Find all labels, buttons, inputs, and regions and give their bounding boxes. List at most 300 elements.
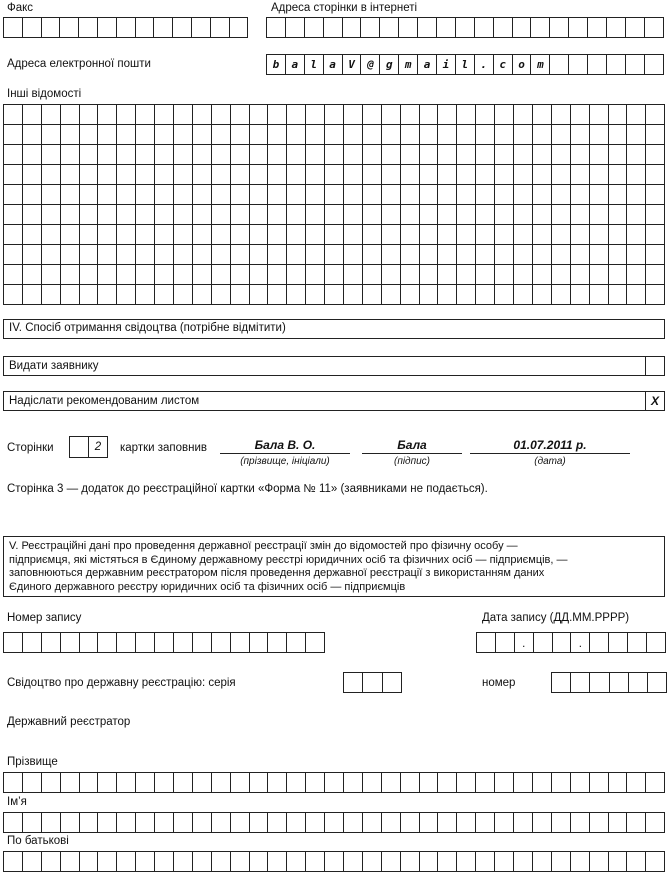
other-info-cell[interactable] — [344, 145, 363, 165]
other-info-cell[interactable] — [306, 285, 325, 305]
record-number-cell[interactable] — [174, 633, 193, 653]
website-cell[interactable] — [607, 18, 626, 38]
other-info-cell[interactable] — [287, 285, 306, 305]
certificate-number-cell[interactable] — [552, 673, 571, 693]
other-info-cell[interactable] — [325, 245, 344, 265]
other-info-cell[interactable] — [42, 285, 61, 305]
other-info-cell[interactable] — [80, 125, 99, 145]
other-info-cell[interactable] — [420, 205, 439, 225]
other-info-cell[interactable] — [476, 165, 495, 185]
surname-cell[interactable] — [533, 773, 552, 793]
certificate-number-field[interactable] — [551, 672, 667, 693]
other-info-cell[interactable] — [514, 125, 533, 145]
other-info-cell[interactable] — [231, 265, 250, 285]
other-info-cell[interactable] — [61, 245, 80, 265]
other-info-cell[interactable] — [457, 185, 476, 205]
other-info-cell[interactable] — [212, 205, 231, 225]
other-info-cell[interactable] — [382, 185, 401, 205]
email-char-cell[interactable]: a — [418, 55, 437, 75]
surname-cell[interactable] — [514, 773, 533, 793]
other-info-cell[interactable] — [401, 265, 420, 285]
other-info-cell[interactable] — [552, 245, 571, 265]
other-info-cell[interactable] — [344, 265, 363, 285]
record-date-cell[interactable] — [609, 633, 628, 653]
surname-cell[interactable] — [268, 773, 287, 793]
other-info-cell[interactable] — [212, 145, 231, 165]
other-info-cell[interactable] — [287, 185, 306, 205]
other-info-cell[interactable] — [174, 165, 193, 185]
surname-cell[interactable] — [438, 773, 457, 793]
other-info-cell[interactable] — [344, 205, 363, 225]
surname-cell[interactable] — [382, 773, 401, 793]
patronymic-cell[interactable] — [42, 852, 61, 872]
other-info-cell[interactable] — [590, 165, 609, 185]
record-number-cell[interactable] — [61, 633, 80, 653]
record-number-cell[interactable] — [117, 633, 136, 653]
other-info-cell[interactable] — [212, 245, 231, 265]
patronymic-cell[interactable] — [401, 852, 420, 872]
email-char-cell[interactable]: a — [286, 55, 305, 75]
other-info-cell[interactable] — [4, 205, 23, 225]
other-info-cell[interactable] — [363, 265, 382, 285]
other-info-cell[interactable] — [325, 225, 344, 245]
other-info-cell[interactable] — [155, 165, 174, 185]
other-info-cell[interactable] — [382, 265, 401, 285]
other-info-cell[interactable] — [457, 125, 476, 145]
other-info-cell[interactable] — [61, 165, 80, 185]
other-info-cell[interactable] — [533, 245, 552, 265]
patronymic-cell[interactable] — [268, 852, 287, 872]
other-info-cell[interactable] — [363, 125, 382, 145]
other-info-cell[interactable] — [98, 165, 117, 185]
other-info-cell[interactable] — [325, 145, 344, 165]
other-info-cell[interactable] — [344, 225, 363, 245]
patronymic-cell[interactable] — [627, 852, 646, 872]
other-info-cell[interactable] — [193, 265, 212, 285]
other-info-cell[interactable] — [438, 205, 457, 225]
patronymic-cell[interactable] — [382, 852, 401, 872]
surname-cell[interactable] — [627, 773, 646, 793]
other-info-cell[interactable] — [495, 165, 514, 185]
other-info-cell[interactable] — [495, 105, 514, 125]
other-info-cell[interactable] — [325, 185, 344, 205]
other-info-cell[interactable] — [174, 225, 193, 245]
other-info-cell[interactable] — [514, 285, 533, 305]
first-name-cell[interactable] — [420, 813, 439, 833]
first-name-cell[interactable] — [193, 813, 212, 833]
other-info-cell[interactable] — [476, 145, 495, 165]
other-info-cell[interactable] — [193, 165, 212, 185]
first-name-cell[interactable] — [174, 813, 193, 833]
other-info-cell[interactable] — [363, 225, 382, 245]
other-info-cell[interactable] — [287, 125, 306, 145]
fax-cell[interactable] — [98, 18, 117, 38]
first-name-cell[interactable] — [533, 813, 552, 833]
surname-cell[interactable] — [136, 773, 155, 793]
other-info-cell[interactable] — [117, 145, 136, 165]
surname-cell[interactable] — [476, 773, 495, 793]
surname-cell[interactable] — [80, 773, 99, 793]
email-char-cell[interactable] — [645, 55, 664, 75]
other-info-cell[interactable] — [23, 185, 42, 205]
other-info-cell[interactable] — [23, 285, 42, 305]
first-name-cell[interactable] — [117, 813, 136, 833]
other-info-cell[interactable] — [382, 285, 401, 305]
other-info-cell[interactable] — [136, 125, 155, 145]
other-info-cell[interactable] — [646, 245, 665, 265]
first-name-cell[interactable] — [98, 813, 117, 833]
other-info-cell[interactable] — [533, 185, 552, 205]
other-info-cell[interactable] — [420, 245, 439, 265]
certificate-number-cell[interactable] — [571, 673, 590, 693]
other-info-cell[interactable] — [609, 225, 628, 245]
other-info-cell[interactable] — [401, 225, 420, 245]
website-cell[interactable] — [513, 18, 532, 38]
other-info-cell[interactable] — [212, 265, 231, 285]
first-name-field[interactable] — [3, 812, 665, 833]
first-name-cell[interactable] — [4, 813, 23, 833]
fax-cell[interactable] — [79, 18, 98, 38]
surname-cell[interactable] — [344, 773, 363, 793]
other-info-cell[interactable] — [325, 105, 344, 125]
other-info-cell[interactable] — [325, 265, 344, 285]
other-info-cell[interactable] — [250, 125, 269, 145]
email-char-cell[interactable]: a — [324, 55, 343, 75]
other-info-cell[interactable] — [363, 205, 382, 225]
other-info-cell[interactable] — [552, 265, 571, 285]
other-info-cell[interactable] — [306, 105, 325, 125]
other-info-cell[interactable] — [571, 165, 590, 185]
other-info-cell[interactable] — [155, 125, 174, 145]
other-info-cell[interactable] — [268, 285, 287, 305]
other-info-cell[interactable] — [571, 185, 590, 205]
other-info-cell[interactable] — [117, 265, 136, 285]
other-info-cell[interactable] — [476, 105, 495, 125]
website-cell[interactable] — [588, 18, 607, 38]
other-info-cell[interactable] — [420, 165, 439, 185]
surname-cell[interactable] — [42, 773, 61, 793]
surname-cell[interactable] — [23, 773, 42, 793]
other-info-cell[interactable] — [250, 265, 269, 285]
patronymic-cell[interactable] — [117, 852, 136, 872]
other-info-cell[interactable] — [250, 165, 269, 185]
other-info-cell[interactable] — [627, 125, 646, 145]
other-info-cell[interactable] — [363, 145, 382, 165]
other-info-cell[interactable] — [420, 285, 439, 305]
first-name-cell[interactable] — [212, 813, 231, 833]
patronymic-cell[interactable] — [155, 852, 174, 872]
website-cell[interactable] — [399, 18, 418, 38]
other-info-cell[interactable] — [590, 225, 609, 245]
other-info-cell[interactable] — [495, 285, 514, 305]
record-number-cell[interactable] — [231, 633, 250, 653]
email-char-cell[interactable] — [588, 55, 607, 75]
other-info-cell[interactable] — [476, 245, 495, 265]
other-info-cell[interactable] — [80, 245, 99, 265]
patronymic-cell[interactable] — [250, 852, 269, 872]
record-number-cell[interactable] — [155, 633, 174, 653]
website-cell[interactable] — [494, 18, 513, 38]
other-info-cell[interactable] — [306, 205, 325, 225]
fax-cell[interactable] — [230, 18, 249, 38]
first-name-cell[interactable] — [514, 813, 533, 833]
certificate-number-cell[interactable] — [629, 673, 648, 693]
other-info-cell[interactable] — [552, 125, 571, 145]
other-info-cell[interactable] — [552, 285, 571, 305]
other-info-cell[interactable] — [155, 105, 174, 125]
email-char-cell[interactable] — [626, 55, 645, 75]
website-cell[interactable] — [626, 18, 645, 38]
other-info-cell[interactable] — [287, 205, 306, 225]
other-info-cell[interactable] — [287, 105, 306, 125]
record-date-cell[interactable] — [647, 633, 666, 653]
other-info-cell[interactable] — [155, 225, 174, 245]
record-number-cell[interactable] — [212, 633, 231, 653]
other-info-cell[interactable] — [420, 145, 439, 165]
other-info-cell[interactable] — [571, 145, 590, 165]
website-cell[interactable] — [343, 18, 362, 38]
email-char-cell[interactable]: V — [343, 55, 362, 75]
other-info-cell[interactable] — [646, 225, 665, 245]
other-info-cell[interactable] — [136, 165, 155, 185]
other-info-cell[interactable] — [306, 145, 325, 165]
other-info-cell[interactable] — [61, 285, 80, 305]
other-info-cell[interactable] — [80, 145, 99, 165]
other-info-cell[interactable] — [136, 265, 155, 285]
other-info-cell[interactable] — [533, 225, 552, 245]
email-char-cell[interactable] — [607, 55, 626, 75]
other-info-cell[interactable] — [268, 145, 287, 165]
other-info-cell[interactable] — [42, 145, 61, 165]
other-info-cell[interactable] — [571, 225, 590, 245]
website-cell[interactable] — [437, 18, 456, 38]
other-info-cell[interactable] — [268, 105, 287, 125]
other-info-cell[interactable] — [42, 205, 61, 225]
first-name-cell[interactable] — [457, 813, 476, 833]
website-cell[interactable] — [380, 18, 399, 38]
email-char-cell[interactable]: c — [494, 55, 513, 75]
other-info-cell[interactable] — [98, 265, 117, 285]
surname-cell[interactable] — [61, 773, 80, 793]
other-info-cell[interactable] — [174, 265, 193, 285]
other-info-cell[interactable] — [552, 205, 571, 225]
email-char-cell[interactable]: m — [531, 55, 550, 75]
other-info-cell[interactable] — [495, 225, 514, 245]
other-info-cell[interactable] — [438, 225, 457, 245]
other-info-cell[interactable] — [590, 125, 609, 145]
fax-cell[interactable] — [4, 18, 23, 38]
other-info-cell[interactable] — [495, 125, 514, 145]
other-info-cell[interactable] — [344, 245, 363, 265]
fax-cell[interactable] — [173, 18, 192, 38]
other-info-cell[interactable] — [23, 105, 42, 125]
other-info-cell[interactable] — [627, 285, 646, 305]
other-info-cell[interactable] — [61, 265, 80, 285]
other-info-cell[interactable] — [193, 185, 212, 205]
other-info-cell[interactable] — [401, 285, 420, 305]
surname-cell[interactable] — [571, 773, 590, 793]
other-info-cell[interactable] — [646, 265, 665, 285]
other-info-cell[interactable] — [438, 285, 457, 305]
other-info-cell[interactable] — [363, 245, 382, 265]
email-char-cell[interactable]: m — [399, 55, 418, 75]
other-info-cell[interactable] — [23, 165, 42, 185]
other-info-cell[interactable] — [136, 285, 155, 305]
website-cell[interactable] — [456, 18, 475, 38]
other-info-cell[interactable] — [514, 245, 533, 265]
other-info-cell[interactable] — [325, 125, 344, 145]
other-info-cell[interactable] — [61, 185, 80, 205]
first-name-cell[interactable] — [401, 813, 420, 833]
record-date-cell[interactable] — [590, 633, 609, 653]
other-info-cell[interactable] — [590, 105, 609, 125]
other-info-cell[interactable] — [4, 265, 23, 285]
other-info-cell[interactable] — [457, 285, 476, 305]
other-info-cell[interactable] — [212, 125, 231, 145]
other-info-cell[interactable] — [363, 285, 382, 305]
other-info-cell[interactable] — [571, 245, 590, 265]
other-info-cell[interactable] — [609, 265, 628, 285]
first-name-cell[interactable] — [382, 813, 401, 833]
surname-field[interactable] — [3, 772, 665, 793]
other-info-cell[interactable] — [80, 285, 99, 305]
other-info-cell[interactable] — [325, 205, 344, 225]
other-info-cell[interactable] — [627, 165, 646, 185]
other-info-cell[interactable] — [42, 105, 61, 125]
surname-cell[interactable] — [174, 773, 193, 793]
first-name-cell[interactable] — [495, 813, 514, 833]
other-info-cell[interactable] — [514, 165, 533, 185]
record-number-cell[interactable] — [287, 633, 306, 653]
certificate-number-cell[interactable] — [648, 673, 667, 693]
email-char-cell[interactable] — [569, 55, 588, 75]
other-info-cell[interactable] — [136, 145, 155, 165]
record-date-cell[interactable] — [534, 633, 553, 653]
other-info-cell[interactable] — [98, 245, 117, 265]
surname-cell[interactable] — [98, 773, 117, 793]
patronymic-cell[interactable] — [212, 852, 231, 872]
record-number-field[interactable] — [3, 632, 325, 653]
other-info-cell[interactable] — [533, 205, 552, 225]
other-info-cell[interactable] — [117, 185, 136, 205]
other-info-cell[interactable] — [306, 225, 325, 245]
surname-cell[interactable] — [306, 773, 325, 793]
first-name-cell[interactable] — [268, 813, 287, 833]
other-info-cell[interactable] — [23, 225, 42, 245]
record-number-cell[interactable] — [268, 633, 287, 653]
other-info-cell[interactable] — [382, 145, 401, 165]
other-info-cell[interactable] — [80, 205, 99, 225]
other-info-cell[interactable] — [155, 265, 174, 285]
other-info-field[interactable] — [3, 104, 665, 305]
other-info-cell[interactable] — [136, 185, 155, 205]
patronymic-cell[interactable] — [495, 852, 514, 872]
other-info-cell[interactable] — [495, 185, 514, 205]
other-info-cell[interactable] — [42, 185, 61, 205]
other-info-cell[interactable] — [495, 245, 514, 265]
other-info-cell[interactable] — [438, 245, 457, 265]
option-registered-mail[interactable] — [3, 391, 665, 411]
other-info-cell[interactable] — [250, 205, 269, 225]
other-info-cell[interactable] — [268, 185, 287, 205]
other-info-cell[interactable] — [495, 265, 514, 285]
other-info-cell[interactable] — [231, 185, 250, 205]
other-info-cell[interactable] — [136, 205, 155, 225]
other-info-cell[interactable] — [231, 165, 250, 185]
surname-cell[interactable] — [250, 773, 269, 793]
record-number-cell[interactable] — [306, 633, 325, 653]
other-info-cell[interactable] — [98, 185, 117, 205]
patronymic-cell[interactable] — [287, 852, 306, 872]
fax-cell[interactable] — [136, 18, 155, 38]
website-cell[interactable] — [645, 18, 664, 38]
other-info-cell[interactable] — [533, 265, 552, 285]
other-info-cell[interactable] — [382, 105, 401, 125]
other-info-cell[interactable] — [571, 105, 590, 125]
other-info-cell[interactable] — [646, 205, 665, 225]
other-info-cell[interactable] — [344, 125, 363, 145]
email-char-cell[interactable]: @ — [361, 55, 380, 75]
other-info-cell[interactable] — [155, 185, 174, 205]
record-date-cell[interactable] — [628, 633, 647, 653]
pages-box-1[interactable] — [69, 436, 89, 458]
other-info-cell[interactable] — [61, 105, 80, 125]
other-info-cell[interactable] — [476, 205, 495, 225]
other-info-cell[interactable] — [231, 205, 250, 225]
other-info-cell[interactable] — [23, 245, 42, 265]
other-info-cell[interactable] — [344, 165, 363, 185]
other-info-cell[interactable] — [420, 125, 439, 145]
other-info-cell[interactable] — [382, 205, 401, 225]
series-cell[interactable] — [344, 673, 363, 693]
surname-cell[interactable] — [155, 773, 174, 793]
patronymic-cell[interactable] — [646, 852, 665, 872]
other-info-cell[interactable] — [382, 225, 401, 245]
other-info-cell[interactable] — [476, 265, 495, 285]
patronymic-cell[interactable] — [98, 852, 117, 872]
record-date-cell[interactable] — [477, 633, 496, 653]
first-name-cell[interactable] — [571, 813, 590, 833]
patronymic-cell[interactable] — [363, 852, 382, 872]
other-info-cell[interactable] — [23, 145, 42, 165]
other-info-cell[interactable] — [268, 225, 287, 245]
other-info-cell[interactable] — [4, 225, 23, 245]
other-info-cell[interactable] — [457, 245, 476, 265]
other-info-cell[interactable] — [4, 105, 23, 125]
other-info-cell[interactable] — [533, 125, 552, 145]
patronymic-cell[interactable] — [4, 852, 23, 872]
other-info-cell[interactable] — [98, 105, 117, 125]
patronymic-cell[interactable] — [193, 852, 212, 872]
website-field[interactable] — [266, 17, 664, 38]
other-info-cell[interactable] — [231, 105, 250, 125]
other-info-cell[interactable] — [533, 285, 552, 305]
other-info-cell[interactable] — [155, 285, 174, 305]
email-char-cell[interactable]: i — [437, 55, 456, 75]
other-info-cell[interactable] — [438, 125, 457, 145]
other-info-cell[interactable] — [495, 145, 514, 165]
certificate-number-cell[interactable] — [610, 673, 629, 693]
other-info-cell[interactable] — [42, 165, 61, 185]
record-number-cell[interactable] — [98, 633, 117, 653]
surname-cell[interactable] — [457, 773, 476, 793]
other-info-cell[interactable] — [646, 125, 665, 145]
patronymic-cell[interactable] — [457, 852, 476, 872]
website-cell[interactable] — [324, 18, 343, 38]
other-info-cell[interactable] — [571, 205, 590, 225]
first-name-cell[interactable] — [231, 813, 250, 833]
other-info-cell[interactable] — [590, 265, 609, 285]
